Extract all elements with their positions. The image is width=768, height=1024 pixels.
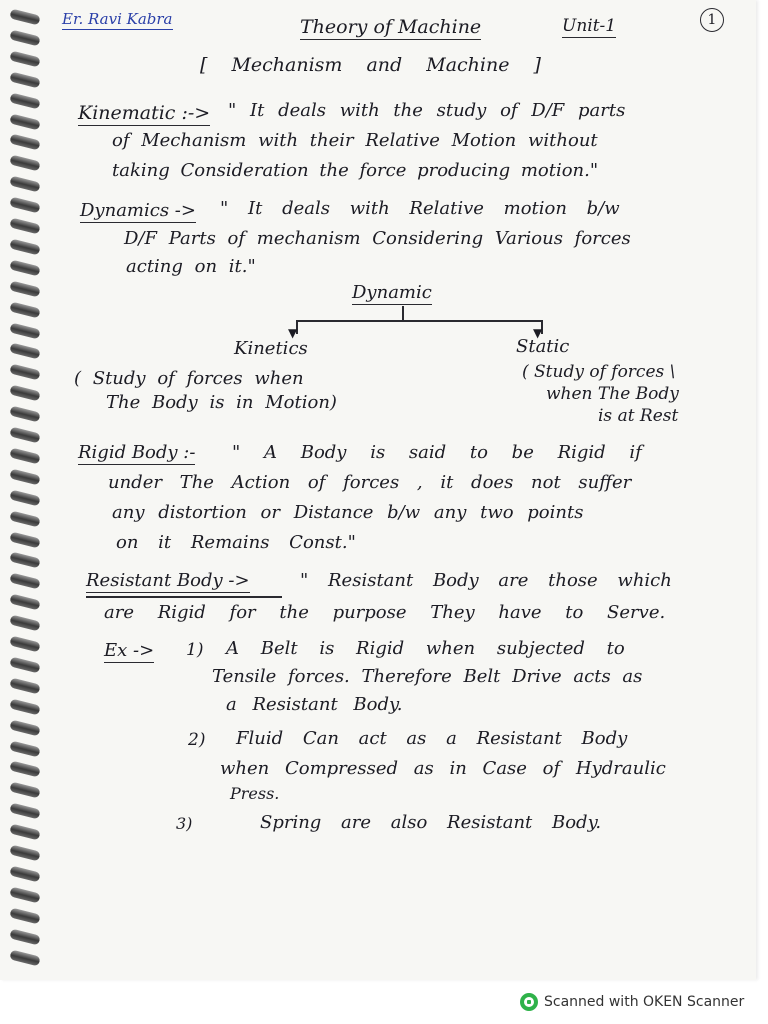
page-title: Theory of Machine	[300, 16, 482, 38]
rigid-body-line-3: any distortion or Distance b/w any two points	[112, 502, 584, 523]
binding-ring	[9, 824, 41, 841]
example-1-line-1: A Belt is Rigid when subjected to	[226, 638, 625, 659]
binding-ring	[9, 865, 41, 882]
binding-ring	[9, 803, 41, 820]
binding-ring	[9, 928, 41, 945]
binding-ring	[9, 322, 41, 339]
binding-ring	[9, 280, 41, 297]
dynamics-term: Dynamics ->	[80, 200, 196, 221]
binding-ring	[9, 9, 41, 26]
binding-ring	[9, 510, 41, 527]
spiral-binding	[0, 0, 46, 980]
scanner-watermark-text: Scanned with OKEN Scanner	[544, 994, 745, 1010]
tree-root-dynamic: Dynamic	[352, 282, 432, 303]
binding-ring	[9, 636, 41, 653]
binding-ring	[9, 886, 41, 903]
tree-right-label: Static	[516, 336, 570, 357]
example-2-number: 2)	[188, 730, 206, 750]
binding-ring	[9, 573, 41, 590]
binding-ring	[9, 50, 41, 67]
section-subtitle: [ Mechanism and Machine ]	[200, 54, 541, 76]
binding-ring	[9, 197, 41, 214]
rigid-body-line-4: on it Remains Const."	[116, 532, 356, 553]
binding-ring	[9, 113, 41, 130]
resistant-body-double-underline	[86, 596, 282, 598]
binding-ring	[9, 656, 41, 673]
binding-ring	[9, 489, 41, 506]
kinematic-line-1: " It deals with the study of D/F parts	[228, 100, 626, 121]
binding-ring	[9, 176, 41, 193]
binding-ring	[9, 677, 41, 694]
binding-ring	[9, 364, 41, 381]
example-2-line-2: when Compressed as in Case of Hydraulic	[220, 758, 666, 779]
page-number-badge: 1	[700, 8, 724, 32]
kinematic-term: Kinematic :->	[78, 102, 211, 124]
binding-ring	[9, 385, 41, 402]
binding-ring	[9, 949, 41, 966]
binding-ring	[9, 92, 41, 109]
resistant-body-term: Resistant Body ->	[86, 570, 250, 591]
dynamics-line-3: acting on it."	[126, 256, 256, 277]
example-2-line-1: Fluid Can act as a Resistant Body	[236, 728, 628, 749]
tree-stem	[402, 306, 404, 320]
binding-ring	[9, 552, 41, 569]
binding-ring	[9, 761, 41, 778]
binding-ring	[9, 698, 41, 715]
binding-ring	[9, 468, 41, 485]
binding-ring	[9, 134, 41, 151]
resistant-body-line-2: are Rigid for the purpose They have to Serve.	[104, 602, 666, 623]
binding-ring	[9, 447, 41, 464]
binding-ring	[9, 531, 41, 548]
resistant-body-line-1: " Resistant Body are those which	[300, 570, 672, 591]
example-3-number: 3)	[176, 814, 193, 833]
rigid-body-line-2: under The Action of forces , it does not suffer	[108, 472, 632, 493]
example-1-line-2: Tensile forces. Therefore Belt Drive acts as	[212, 666, 643, 687]
kinematic-line-2: of Mechanism with their Relative Motion without	[112, 130, 598, 151]
binding-ring	[9, 427, 41, 444]
tree-right-desc-3: is at Rest	[598, 406, 679, 426]
binding-ring	[9, 29, 41, 46]
binding-ring	[9, 845, 41, 862]
tree-right-desc-1: ( Study of forces \	[522, 362, 676, 382]
binding-ring	[9, 343, 41, 360]
examples-label: Ex ->	[104, 640, 155, 661]
binding-ring	[9, 155, 41, 172]
binding-ring	[9, 594, 41, 611]
arrow-down-icon: ▼	[288, 326, 298, 340]
tree-left-desc-2: The Body is in Motion)	[106, 392, 337, 413]
oken-logo-icon	[520, 993, 538, 1011]
tree-left-desc-1: ( Study of forces when	[74, 368, 304, 389]
tree-right-desc-2: when The Body	[546, 384, 679, 404]
arrow-down-icon: ▼	[533, 326, 543, 340]
binding-ring	[9, 238, 41, 255]
author-name: Er. Ravi Kabra	[62, 10, 173, 28]
unit-label: Unit-1	[562, 16, 617, 36]
binding-ring	[9, 259, 41, 276]
rigid-body-term: Rigid Body :-	[78, 442, 196, 463]
dynamics-line-2: D/F Parts of mechanism Considering Various forces	[124, 228, 631, 249]
binding-ring	[9, 719, 41, 736]
binding-ring	[9, 218, 41, 235]
example-1-number: 1)	[186, 640, 204, 660]
binding-ring	[9, 406, 41, 423]
tree-left-label: Kinetics	[234, 338, 308, 359]
dynamics-line-1: " It deals with Relative motion b/w	[220, 198, 620, 219]
tree-branch	[296, 320, 542, 322]
kinematic-line-3: taking Consideration the force producing motion."	[112, 160, 599, 181]
binding-ring	[9, 71, 41, 88]
binding-ring	[9, 907, 41, 924]
binding-ring	[9, 301, 41, 318]
rigid-body-line-1: " A Body is said to be Rigid if	[232, 442, 642, 463]
example-2-line-3: Press.	[230, 784, 280, 803]
binding-ring	[9, 615, 41, 632]
scanner-watermark	[520, 990, 744, 1014]
binding-ring	[9, 782, 41, 799]
example-1-line-3: a Resistant Body.	[226, 694, 403, 715]
binding-ring	[9, 740, 41, 757]
example-3-line-1: Spring are also Resistant Body.	[260, 812, 602, 833]
